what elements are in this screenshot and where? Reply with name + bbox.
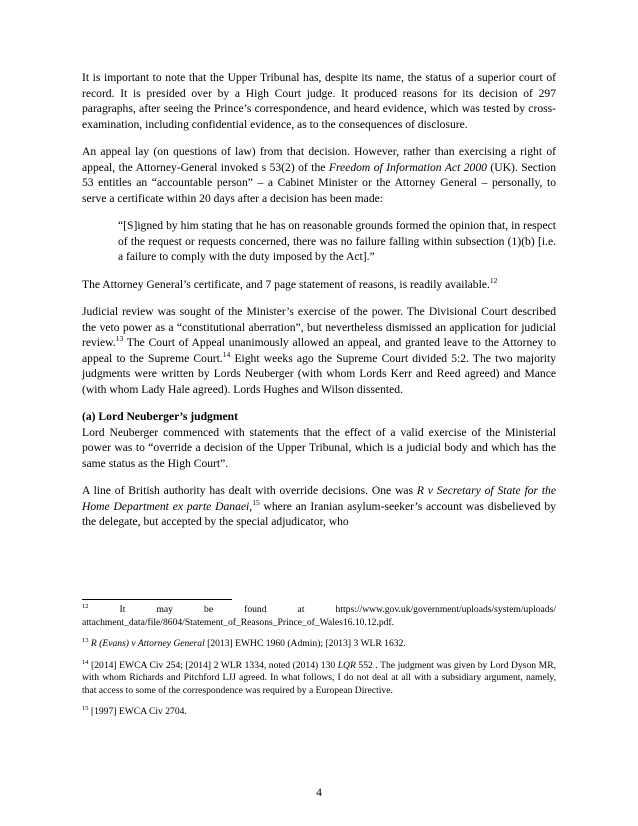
footnote-15: $^{15}$ [1997] EWCA Civ 2704. (82, 704, 187, 717)
footnote-ref-12[interactable]: 12 (489, 275, 498, 285)
document-body (82, 70, 556, 542)
footnote-ref-13[interactable]: 13 (115, 334, 124, 344)
paragraph-certificate: The Attorney General’s certificate, and 7 page statement of reasons, is readily available.$^{12}$ (82, 275, 498, 291)
footnote-13: $^{13}$ R (Evans) v Attorney General [2013] EWHC 1960 (Admin); [2013] 3 WLR 1632. (82, 636, 406, 649)
paragraph-judicial-review: Judicial review was sought of the Minister’s exercise of the power. The Divisional Court described the veto power as a “constitutional aberration”, but nevertheless dismissed an application for judicial review.$^{13}$ The Court of Appeal unanimously allowed an appeal, and granted leave to the Attorney to appeal to the Supreme Court.$^{14}$ Eight weeks ago the Supreme Court divided 5:2. The two majority judgments were written by Lords Neuberger (with whom Lords Kerr and Reed agreed) and Mance (with whom Lady Hale agreed). Lords Hughes and Wilson dissented. (82, 305, 556, 396)
footnote-ref-14[interactable]: 14 (222, 349, 231, 359)
paragraph-override-authority: A line of British authority has dealt with override decisions. One was R v Secretary of State for the Home Department ex parte Danaei,$^{15}$ where an Iranian asylum-seeker’s account was disbelieved by the delegate, but accepted by the special adjudicator, who (82, 484, 556, 528)
section-heading: (a) Lord Neuberger’s judgment (82, 410, 238, 423)
page-number: 4 (316, 786, 322, 799)
footnote-ref-15[interactable]: 15 (252, 497, 260, 507)
block-quote: “[S]igned by him stating that he has on reasonable grounds formed the opinion that, in respect of the request or requests concerned, there was no failure falling within subsection (1)(b) [i.e. a failure to comply with the duty imposed by the Act].” (118, 219, 556, 263)
paragraph-upper-tribunal: It is important to note that the Upper Tribunal has, despite its name, the status of a superior court of record. It is presided over by a High Court judge. It produced reasons for its decision of 297 paragraphs, after seeing the Prince’s correspondence, and heard evidence, which was tested by cross-examination, including confidential evidence, as to the consequences of disclosure. (82, 71, 556, 131)
footnote-12: $^{12}$ It may be found at https://www.gov.uk/government/uploads/system/uploads/ attachment_data/file/8604/Statement_of_Reasons_Prince_of_Wales16.10.12.pdf. (82, 602, 556, 628)
footnote-separator (82, 599, 232, 600)
act-title: Freedom of Information Act 2000 (328, 160, 487, 174)
footnotes (82, 604, 556, 728)
case-name: R v Secretary of State for the Home Department ex parte Danaei (82, 484, 556, 513)
paragraph-appeal: An appeal lay (on questions of law) from that decision. However, rather than exercising a right of appeal, the Attorney-General invoked s 53(2) of the Freedom of Information Act 2000 (UK). Section 53 entitles an “accountable person” – a Cabinet Minister or the Attorney General – personally, to serve a certificate within 20 days after a decision has been made: (82, 145, 556, 205)
footnote-14: $^{14}$ [2014] EWCA Civ 254; [2014] 2 WLR 1334, noted (2014) 130 LQR 552 . The judgment was given by Lord Dyson MR, with whom Richards and Pitchford LJJ agreed. In what follows, I do not deal at all with a subsidiary argument, namely, that access to some of the correspondence was required by a European Directive. (82, 658, 556, 696)
paragraph-neuberger: Lord Neuberger commenced with statements that the effect of a valid exercise of the Ministerial power was to “override a decision of the Upper Tribunal, which is a judicial body and which has the same status as the High Court”. (82, 425, 556, 470)
